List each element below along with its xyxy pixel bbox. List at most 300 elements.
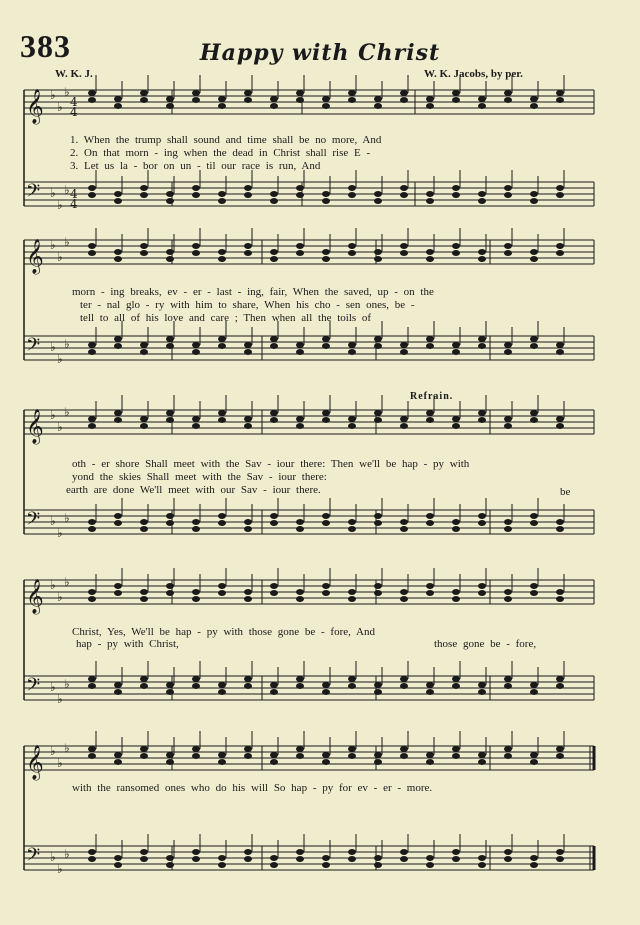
notehead xyxy=(504,856,512,862)
notehead xyxy=(556,416,564,422)
notehead xyxy=(478,855,486,861)
flat-icon: ♭ xyxy=(57,352,63,366)
notehead xyxy=(296,519,304,525)
notehead xyxy=(88,683,96,689)
flat-icon: ♭ xyxy=(57,862,63,876)
notehead xyxy=(530,417,538,423)
notehead xyxy=(556,676,564,682)
notehead xyxy=(478,191,486,197)
notehead xyxy=(452,192,460,198)
notehead xyxy=(218,336,226,342)
music-credit: W. K. Jacobs, by per. xyxy=(424,68,523,80)
notehead xyxy=(348,423,356,429)
notehead xyxy=(218,96,226,102)
notehead xyxy=(322,862,330,868)
notehead xyxy=(348,589,356,595)
notehead xyxy=(426,336,434,342)
notehead xyxy=(166,682,174,688)
notehead xyxy=(270,759,278,765)
notehead xyxy=(348,856,356,862)
flat-icon: ♭ xyxy=(57,692,63,706)
notehead xyxy=(114,583,122,589)
notehead xyxy=(192,185,200,191)
notehead xyxy=(296,243,304,249)
notehead xyxy=(270,520,278,526)
notehead xyxy=(166,343,174,349)
notehead xyxy=(88,250,96,256)
notehead xyxy=(374,752,382,758)
lyric-s3-v3: earth are done We'll meet with our Sav - iour there. xyxy=(66,484,321,496)
notehead xyxy=(322,336,330,342)
flat-icon: ♭ xyxy=(57,250,63,264)
notehead xyxy=(192,589,200,595)
notehead xyxy=(88,676,96,682)
notehead xyxy=(244,589,252,595)
notehead xyxy=(244,349,252,355)
notehead xyxy=(504,683,512,689)
notehead xyxy=(270,752,278,758)
notehead xyxy=(140,97,148,103)
notehead xyxy=(530,343,538,349)
notehead xyxy=(296,349,304,355)
notehead xyxy=(530,249,538,255)
notehead xyxy=(478,862,486,868)
notehead xyxy=(426,583,434,589)
lyric-s5-v1: with the ransomed ones who do his will So hap - py for ev - er - more. xyxy=(72,782,433,794)
notehead xyxy=(530,520,538,526)
notehead xyxy=(270,862,278,868)
notehead xyxy=(556,753,564,759)
notehead xyxy=(88,243,96,249)
notehead xyxy=(114,682,122,688)
notehead xyxy=(478,689,486,695)
notehead xyxy=(452,416,460,422)
notehead xyxy=(504,676,512,682)
notehead xyxy=(504,250,512,256)
notehead xyxy=(166,417,174,423)
notehead xyxy=(244,250,252,256)
notehead xyxy=(296,753,304,759)
notehead xyxy=(166,759,174,765)
notehead xyxy=(348,519,356,525)
notehead xyxy=(556,589,564,595)
notehead xyxy=(504,192,512,198)
notehead xyxy=(166,198,174,204)
notehead xyxy=(270,417,278,423)
notehead xyxy=(556,856,564,862)
notehead xyxy=(374,103,382,109)
notehead xyxy=(270,513,278,519)
notehead xyxy=(114,410,122,416)
notehead xyxy=(322,520,330,526)
notehead xyxy=(504,416,512,422)
notehead xyxy=(114,862,122,868)
bass-clef-icon: 𝄢 xyxy=(26,845,41,870)
flat-icon: ♭ xyxy=(57,198,63,212)
notehead xyxy=(296,676,304,682)
notehead xyxy=(296,589,304,595)
notehead xyxy=(478,410,486,416)
notehead xyxy=(140,746,148,752)
notehead xyxy=(400,589,408,595)
notehead xyxy=(504,596,512,602)
notehead xyxy=(426,520,434,526)
notehead xyxy=(114,191,122,197)
notehead xyxy=(218,256,226,262)
notehead xyxy=(140,185,148,191)
flat-icon: ♭ xyxy=(57,100,63,114)
notehead xyxy=(348,526,356,532)
notehead xyxy=(530,336,538,342)
notehead xyxy=(504,746,512,752)
notehead xyxy=(452,423,460,429)
notehead xyxy=(166,103,174,109)
notehead xyxy=(244,856,252,862)
notehead xyxy=(374,256,382,262)
notehead xyxy=(140,192,148,198)
notehead xyxy=(530,256,538,262)
notehead xyxy=(140,243,148,249)
flat-icon: ♭ xyxy=(50,88,56,102)
notehead xyxy=(296,526,304,532)
notehead xyxy=(556,90,564,96)
notehead xyxy=(322,583,330,589)
notehead xyxy=(244,423,252,429)
notehead xyxy=(322,410,330,416)
notehead xyxy=(244,526,252,532)
notehead xyxy=(218,513,226,519)
notehead xyxy=(140,753,148,759)
notehead xyxy=(426,103,434,109)
notehead xyxy=(244,97,252,103)
notehead xyxy=(504,90,512,96)
notehead xyxy=(348,676,356,682)
flat-icon: ♭ xyxy=(50,850,56,864)
treble-clef-icon: 𝄞 xyxy=(26,409,44,444)
notehead xyxy=(322,855,330,861)
notehead xyxy=(88,526,96,532)
notehead xyxy=(114,520,122,526)
notehead xyxy=(114,249,122,255)
notehead xyxy=(530,96,538,102)
notehead xyxy=(556,97,564,103)
notehead xyxy=(166,96,174,102)
notehead xyxy=(452,856,460,862)
notehead xyxy=(530,862,538,868)
notehead xyxy=(478,590,486,596)
notehead xyxy=(504,589,512,595)
notehead xyxy=(556,342,564,348)
notehead xyxy=(140,519,148,525)
notehead xyxy=(244,596,252,602)
notehead xyxy=(88,185,96,191)
notehead xyxy=(374,191,382,197)
flat-icon: ♭ xyxy=(64,575,70,589)
notehead xyxy=(322,96,330,102)
flat-icon: ♭ xyxy=(57,590,63,604)
notehead xyxy=(244,342,252,348)
notehead xyxy=(114,590,122,596)
notehead xyxy=(166,336,174,342)
notehead xyxy=(270,249,278,255)
notehead xyxy=(88,856,96,862)
notehead xyxy=(426,249,434,255)
notehead xyxy=(478,103,486,109)
bass-clef-icon: 𝄢 xyxy=(26,509,41,534)
notehead xyxy=(192,192,200,198)
notehead xyxy=(478,343,486,349)
notehead xyxy=(400,97,408,103)
flat-icon: ♭ xyxy=(64,741,70,755)
notehead xyxy=(400,753,408,759)
notehead xyxy=(452,746,460,752)
notehead xyxy=(296,250,304,256)
time-signature: 4 xyxy=(70,197,78,211)
notehead xyxy=(270,682,278,688)
notehead xyxy=(426,759,434,765)
notehead xyxy=(114,752,122,758)
flat-icon: ♭ xyxy=(50,340,56,354)
notehead xyxy=(218,862,226,868)
flat-icon: ♭ xyxy=(64,677,70,691)
notehead xyxy=(192,416,200,422)
notehead xyxy=(348,185,356,191)
notehead xyxy=(114,336,122,342)
notehead xyxy=(348,342,356,348)
notehead xyxy=(452,97,460,103)
hymn-title: Happy with Christ xyxy=(199,40,441,66)
treble-clef-icon: 𝄞 xyxy=(26,745,44,780)
notehead xyxy=(530,583,538,589)
notehead xyxy=(452,526,460,532)
notehead xyxy=(114,96,122,102)
notehead xyxy=(166,689,174,695)
notehead xyxy=(530,759,538,765)
flat-icon: ♭ xyxy=(50,744,56,758)
notehead xyxy=(374,855,382,861)
notehead xyxy=(140,342,148,348)
notehead xyxy=(556,526,564,532)
notehead xyxy=(504,526,512,532)
notehead xyxy=(270,103,278,109)
flat-icon: ♭ xyxy=(50,578,56,592)
notehead xyxy=(374,96,382,102)
notehead xyxy=(244,753,252,759)
notehead xyxy=(478,759,486,765)
notehead xyxy=(218,410,226,416)
notehead xyxy=(192,753,200,759)
notehead xyxy=(218,590,226,596)
notehead xyxy=(348,849,356,855)
notehead xyxy=(296,90,304,96)
notehead xyxy=(140,676,148,682)
lyric-s1-v3: 3. Let us la - bor on un - til our race is run, And xyxy=(70,160,321,172)
notehead xyxy=(426,682,434,688)
notehead xyxy=(218,583,226,589)
notehead xyxy=(322,256,330,262)
notehead xyxy=(348,746,356,752)
notehead xyxy=(348,683,356,689)
notehead xyxy=(400,526,408,532)
notehead xyxy=(140,526,148,532)
lyric-s4-v1: Christ, Yes, We'll be hap - py with those gone be - fore, And xyxy=(72,626,375,638)
notehead xyxy=(166,249,174,255)
notehead xyxy=(296,192,304,198)
notehead xyxy=(166,855,174,861)
notehead xyxy=(530,682,538,688)
notehead xyxy=(192,526,200,532)
flat-icon: ♭ xyxy=(57,420,63,434)
notehead xyxy=(244,185,252,191)
notehead xyxy=(478,256,486,262)
notehead xyxy=(374,343,382,349)
lyric-s2-v1: morn - ing breaks, ev - er - last - ing, fair, When the saved, up - on the xyxy=(72,286,434,298)
notehead xyxy=(296,97,304,103)
notehead xyxy=(192,676,200,682)
flat-icon: ♭ xyxy=(50,186,56,200)
hymn-number: 383 xyxy=(20,28,71,64)
notehead xyxy=(296,746,304,752)
notehead xyxy=(88,849,96,855)
notehead xyxy=(218,249,226,255)
notehead xyxy=(296,423,304,429)
notehead xyxy=(478,336,486,342)
notehead xyxy=(140,849,148,855)
notehead xyxy=(244,683,252,689)
notehead xyxy=(166,410,174,416)
notehead xyxy=(322,759,330,765)
lyric-s2-v3: tell to all of his love and care ; Then when all the toils of xyxy=(80,312,372,324)
notehead xyxy=(166,191,174,197)
notehead xyxy=(296,856,304,862)
notehead xyxy=(426,343,434,349)
flat-icon: ♭ xyxy=(64,511,70,525)
notehead xyxy=(348,349,356,355)
notehead xyxy=(244,746,252,752)
notehead xyxy=(400,342,408,348)
notehead xyxy=(400,849,408,855)
notehead xyxy=(270,336,278,342)
notehead xyxy=(452,243,460,249)
notehead xyxy=(88,342,96,348)
bass-clef-icon: 𝄢 xyxy=(26,675,41,700)
notehead xyxy=(556,849,564,855)
notehead xyxy=(452,185,460,191)
notehead xyxy=(374,198,382,204)
notehead xyxy=(270,590,278,596)
notehead xyxy=(348,192,356,198)
notehead xyxy=(192,596,200,602)
treble-clef-icon: 𝄞 xyxy=(26,579,44,614)
notehead xyxy=(400,250,408,256)
notehead xyxy=(218,417,226,423)
notehead xyxy=(556,250,564,256)
notehead xyxy=(218,855,226,861)
notehead xyxy=(88,746,96,752)
notehead xyxy=(114,198,122,204)
notehead xyxy=(322,103,330,109)
notehead xyxy=(556,192,564,198)
notehead xyxy=(374,410,382,416)
notehead xyxy=(426,96,434,102)
notehead xyxy=(140,423,148,429)
notehead xyxy=(400,90,408,96)
time-signature: 4 xyxy=(70,187,78,201)
notehead xyxy=(140,349,148,355)
notehead xyxy=(426,590,434,596)
flat-icon: ♭ xyxy=(64,847,70,861)
notehead xyxy=(192,746,200,752)
notehead xyxy=(114,513,122,519)
notehead xyxy=(218,343,226,349)
lyric-s1-v2: 2. On that morn - ing when the dead in Christ shall rise E - xyxy=(70,147,371,159)
notehead xyxy=(478,752,486,758)
notehead xyxy=(374,759,382,765)
notehead xyxy=(192,683,200,689)
notehead xyxy=(192,97,200,103)
notehead xyxy=(556,683,564,689)
notehead xyxy=(374,862,382,868)
notehead xyxy=(348,90,356,96)
flat-icon: ♭ xyxy=(50,514,56,528)
notehead xyxy=(166,256,174,262)
notehead xyxy=(140,856,148,862)
flat-icon: ♭ xyxy=(57,526,63,540)
flat-icon: ♭ xyxy=(64,85,70,99)
notehead xyxy=(114,417,122,423)
notehead xyxy=(400,192,408,198)
notehead xyxy=(400,676,408,682)
notehead xyxy=(192,349,200,355)
notehead xyxy=(400,683,408,689)
notehead xyxy=(400,746,408,752)
notehead xyxy=(478,198,486,204)
notehead xyxy=(452,250,460,256)
notehead xyxy=(270,410,278,416)
notehead xyxy=(478,520,486,526)
notehead xyxy=(192,90,200,96)
notehead xyxy=(322,191,330,197)
notehead xyxy=(244,416,252,422)
notehead xyxy=(452,849,460,855)
notehead xyxy=(348,753,356,759)
notehead xyxy=(218,682,226,688)
notehead xyxy=(140,683,148,689)
notehead xyxy=(556,746,564,752)
words-credit: W. K. J. xyxy=(55,68,93,80)
notehead xyxy=(426,855,434,861)
notehead xyxy=(556,596,564,602)
notehead xyxy=(478,417,486,423)
time-signature: 4 xyxy=(70,95,78,109)
notehead xyxy=(322,682,330,688)
notehead xyxy=(218,759,226,765)
notehead xyxy=(218,198,226,204)
notehead xyxy=(166,752,174,758)
notehead xyxy=(400,185,408,191)
notehead xyxy=(504,423,512,429)
notehead xyxy=(400,856,408,862)
notehead xyxy=(114,689,122,695)
notehead xyxy=(556,243,564,249)
notehead xyxy=(296,849,304,855)
notehead xyxy=(192,243,200,249)
notehead xyxy=(166,590,174,596)
notehead xyxy=(244,90,252,96)
notehead xyxy=(348,243,356,249)
notehead xyxy=(504,342,512,348)
notehead xyxy=(530,689,538,695)
